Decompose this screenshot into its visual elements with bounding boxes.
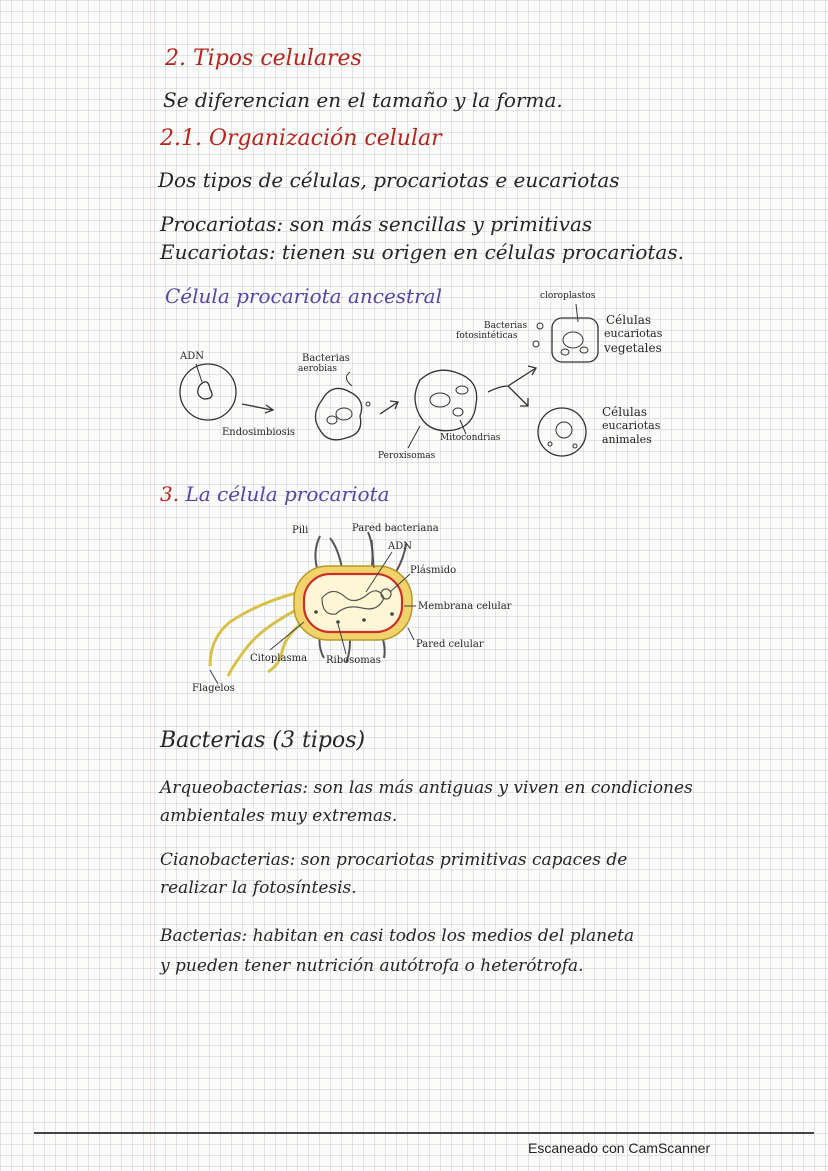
label-citoplasma: Citoplasma (250, 653, 308, 664)
label-bacterias-fotosinteticas-1: Bacterias (484, 321, 528, 331)
label-peroxisomas: Peroxisomas (378, 451, 436, 461)
animal-organelle-shape (548, 442, 552, 446)
engulfed-bacterium-shape (336, 408, 352, 420)
pilus-shape (368, 532, 373, 566)
adn-pointer-line (196, 364, 202, 382)
heading-text: Organización celular (208, 126, 442, 151)
plant-nucleus-shape (563, 332, 583, 348)
photosynthetic-bacterium-shape (537, 323, 543, 329)
text-archaea-2: ambientales muy extremas. (160, 806, 398, 826)
text-line-prokaryotes: Procariotas: son más sencillas y primitivas (160, 212, 593, 236)
arrow-to-plant-line (488, 368, 536, 392)
heading-celula-procariota (160, 484, 390, 504)
engulfed-bacterium-shape (327, 416, 337, 424)
aerobic-bacteria-pointer (346, 372, 352, 386)
subheading-ancestral-cell: Célula procariota ancestral (165, 284, 442, 308)
arrow-1-line (242, 404, 272, 410)
label-bacterias-fotosinteticas-2: fotosintéticas (456, 331, 518, 341)
peroxisome-shape (453, 408, 463, 416)
ribosome-shape (362, 618, 366, 622)
ribosome-shape (390, 612, 394, 616)
heading-number: 3. (160, 482, 180, 506)
label-membrana-celular: Membrana celular (418, 601, 512, 612)
text-cyano-2: realizar la fotosíntesis. (160, 878, 357, 898)
plant-cell-shape (552, 318, 598, 362)
text-line-two-types: Dos tipos de células, procariotas e eucariotas (158, 168, 620, 192)
text-line-eukaryotes: Eucariotas: tienen su origen en células procariotas. (160, 240, 684, 264)
label-celulas-vegetales-3: vegetales (604, 341, 662, 355)
heading-text: Tipos celulares (193, 46, 362, 71)
dna-squiggle-shape (198, 382, 212, 399)
text-bacterias-1: Bacterias: habitan en casi todos los medios del planeta (160, 926, 635, 946)
ribosome-shape (314, 610, 318, 614)
label-bacterias-aerobias-1: Bacterias (302, 353, 350, 364)
text-cyano-1: Cianobacterias: son procariotas primitivas capaces de (160, 850, 628, 870)
cytoplasm-pointer-line (270, 622, 304, 650)
animal-nucleus-shape (556, 422, 572, 438)
heading-text: La célula procariota (185, 482, 390, 506)
label-pili: Pili (292, 525, 309, 536)
cell-wall-pointer-line (408, 628, 414, 640)
ancestral-cell-shape (180, 364, 236, 420)
photosynthetic-bacterium-shape (533, 341, 539, 347)
flagella-pointer-line (210, 670, 218, 684)
free-bacterium-shape (366, 402, 370, 406)
label-celulas-vegetales-2: eucariotas (604, 327, 663, 340)
scanner-watermark: Escaneado con CamScanner (528, 1140, 711, 1156)
label-celulas-animales-2: eucariotas (602, 419, 661, 432)
mitochondria-pointer (460, 420, 466, 434)
label-ribosomas: Ribosomas (326, 655, 381, 666)
label-bacterias-aerobias-2: aerobias (298, 364, 338, 374)
animal-organelle-shape (573, 444, 577, 448)
label-endosimbiosis: Endosimbiosis (222, 427, 296, 438)
ancestral-eukaryote-shape (415, 370, 477, 431)
text-bacterias-2: y pueden tener nutrición autótrofa o heterótrofa. (160, 956, 584, 976)
label-adn: ADN (180, 351, 204, 362)
page-bottom-edge (34, 1132, 814, 1134)
animal-cell-shape (538, 408, 586, 456)
label-mitocondrias: Mitocondrias (440, 433, 501, 443)
heading-bacterias: Bacterias (3 tipos) (160, 728, 366, 753)
arrow-to-animal-line (508, 386, 528, 406)
label-adn-prokaryote: ADN (388, 541, 412, 552)
label-pared-celular: Pared celular (416, 639, 484, 650)
label-celulas-animales-1: Células (602, 405, 647, 419)
label-pared-bacteriana: Pared bacteriana (352, 523, 439, 534)
peroxisome-pointer (408, 426, 420, 448)
cell-membrane-shape (304, 574, 402, 632)
nucleus-shape (430, 393, 450, 407)
heading-number: 2. (165, 46, 186, 71)
pilus-shape (330, 538, 342, 568)
text-line-size-shape: Se diferencian en el tamaño y la forma. (163, 88, 563, 112)
cloroplastos-pointer (576, 304, 578, 322)
label-flagelos: Flagelos (192, 683, 235, 694)
chloroplast-shape (580, 347, 588, 353)
label-celulas-animales-3: animales (602, 433, 652, 446)
label-celulas-vegetales-1: Células (606, 313, 651, 327)
heading-number: 2.1. (160, 126, 202, 151)
label-plasmido: Plásmido (410, 565, 457, 576)
ribosome-shape (336, 620, 340, 624)
mitochondria-shape (456, 386, 468, 394)
label-cloroplastos: cloroplastos (540, 291, 596, 301)
text-archaea-1: Arqueobacterias: son las más antiguas y viven en condiciones (160, 778, 693, 798)
engulfing-cell-shape (315, 388, 361, 439)
chloroplast-shape (561, 349, 569, 355)
